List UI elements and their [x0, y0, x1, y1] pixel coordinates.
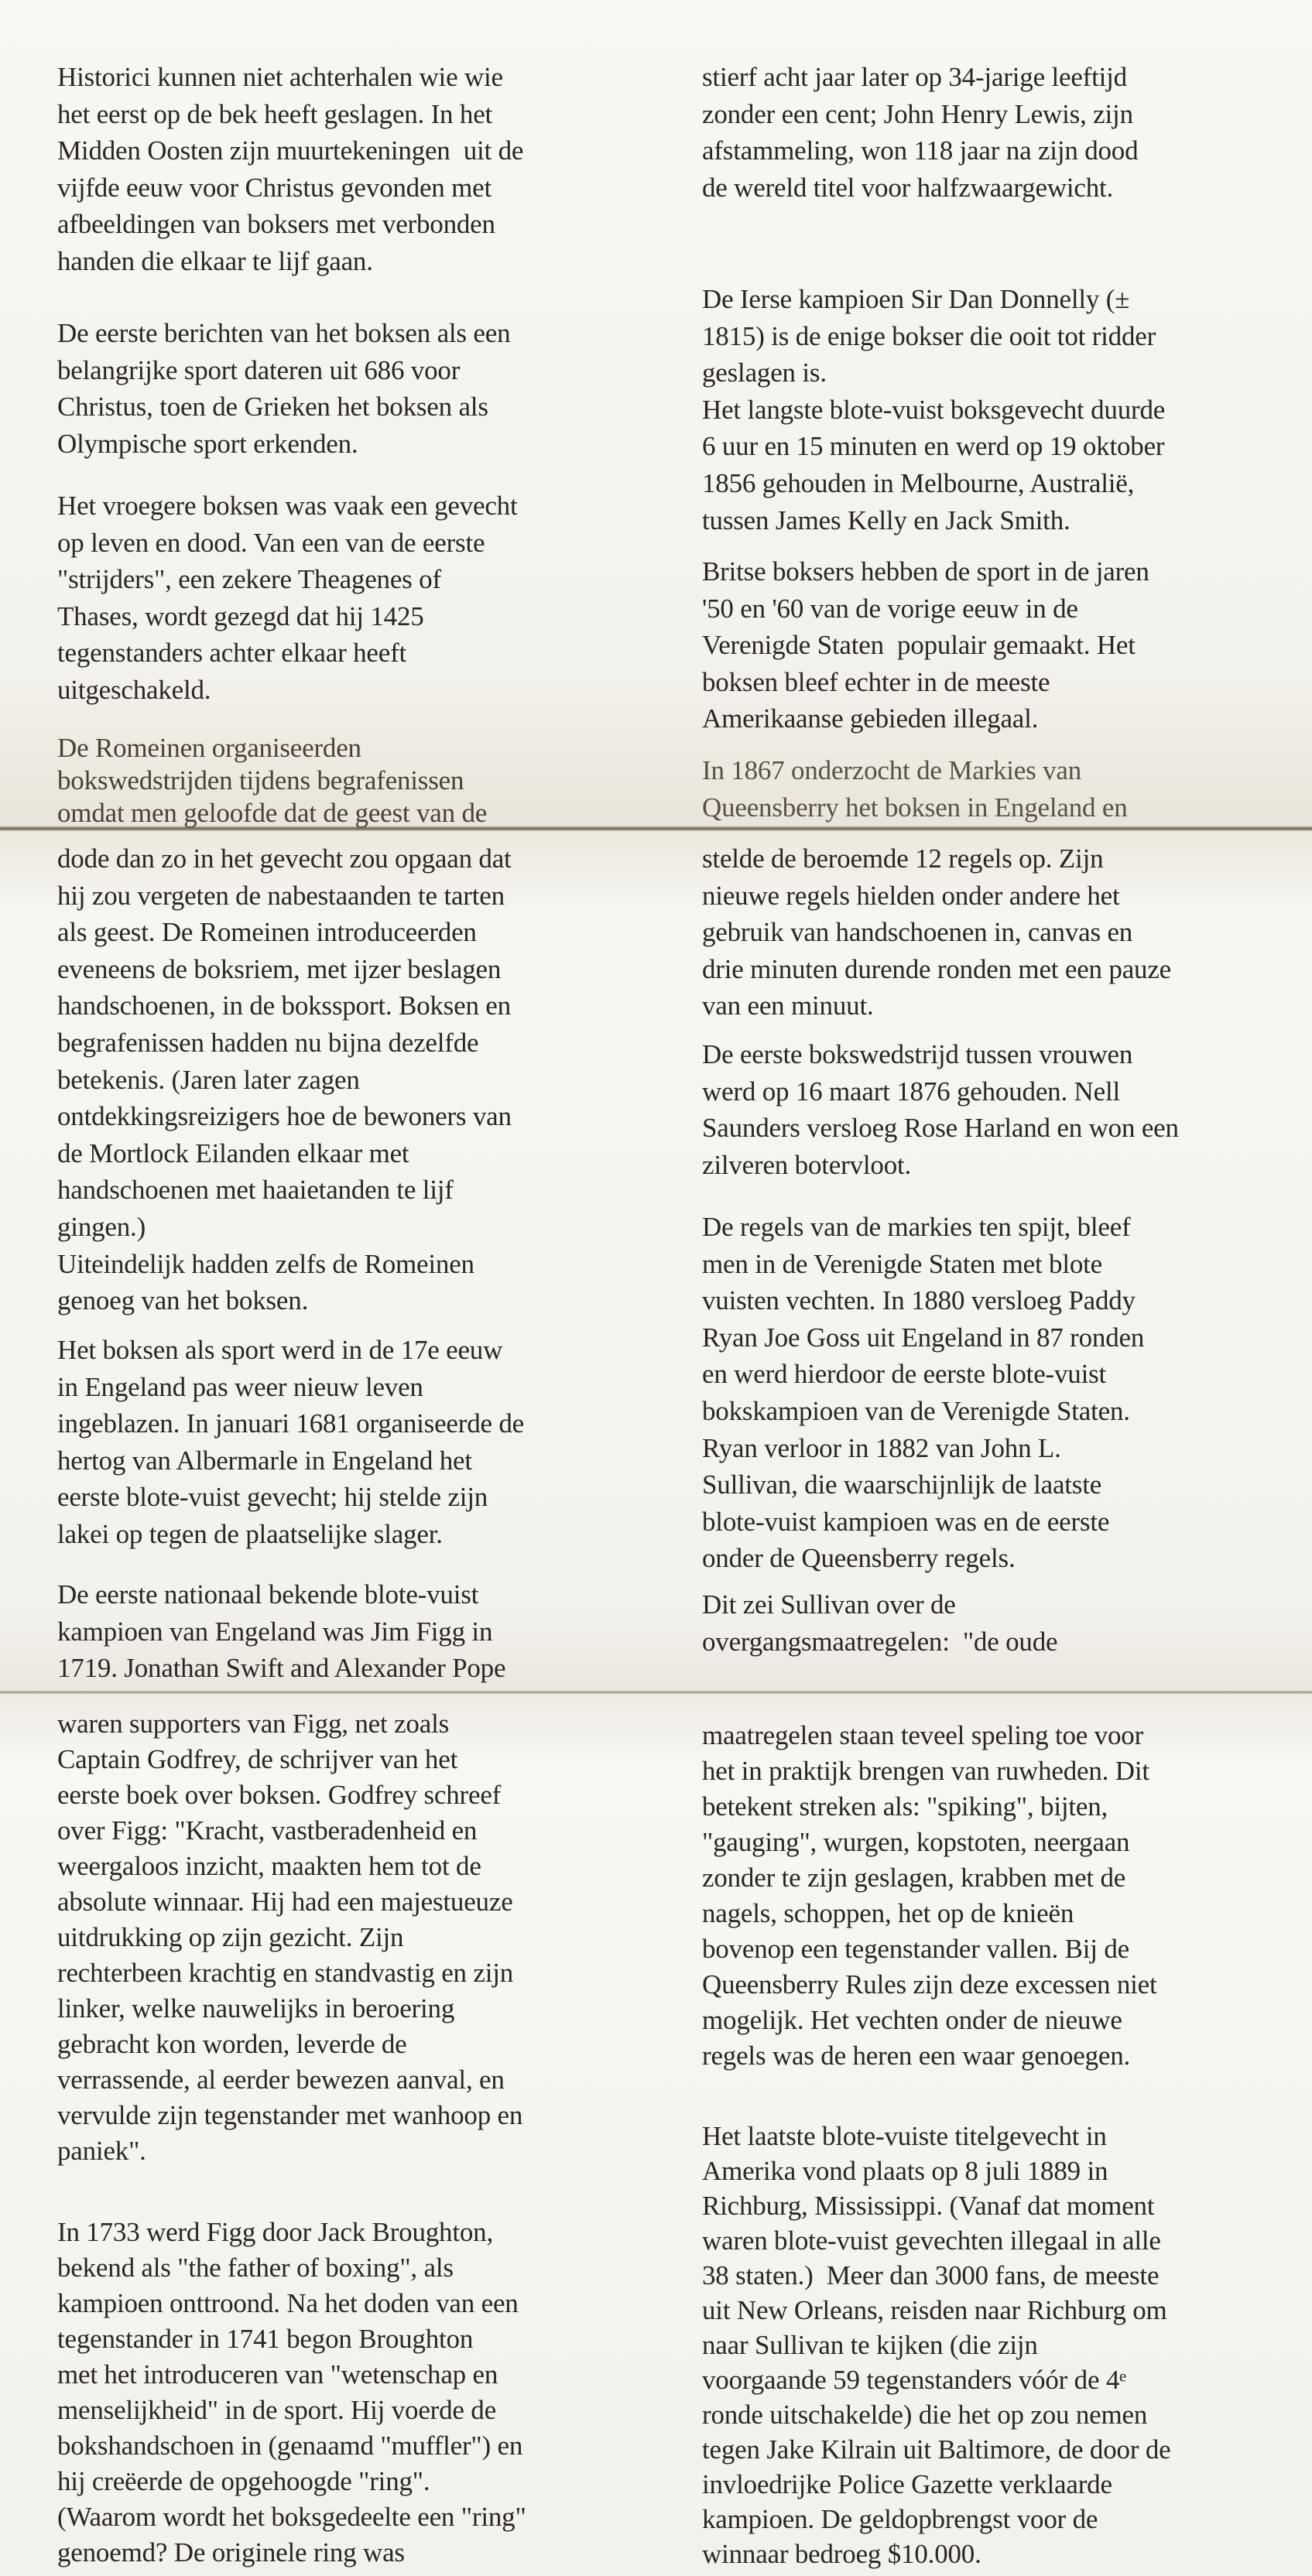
paragraph: waren supporters van Figg, net zoals Captain Godfrey, de schrijver van het eerste boek over boksen. Godfrey schreef over Figg: "Kracht, vastberadenheid en weergaloos inzicht, maakten hem tot de absolute winnaar. Hij had een majestueuze uitdrukking op zijn gezicht. Zijn rechterbeen krachtig en standvastig en zijn linker, welke nauwelijks in beroering gebracht kon worden, leverde de verrassende, al eerder bewezen aanval, en vervulde zijn tegenstander met wanhoop en paniek".: [57, 1709, 523, 2166]
paragraph: De Ierse kampioen Sir Dan Donnelly (± 1815) is de enige bokser die ooit tot ridder geslagen is. Het langste blote-vuist boksgevecht duurde 6 uur en 15 minuten en werd op 19 oktober 1856 gehouden in Melbourne, Australië, tussen James Kelly en Jack Smith.: [702, 284, 1166, 535]
paragraph: maatregelen staan teveel speling toe voor het in praktijk brengen van ruwheden. Dit betekent streken als: "spiking", bijten, "gauging", wurgen, kopstoten, neergaan zonder te zijn geslagen, krabben met de nagels, schoppen, het op de knieën bovenop een tegenstander vallen. Bij de Queensberry Rules zijn deze excessen niet mogelijk. Het vechten onder de nieuwe regels was de heren een waar genoegen.: [702, 1720, 1157, 2071]
paragraph: Britse boksers hebben de sport in de jaren '50 en '60 van de vorige eeuw in de Verenigde Staten populair gemaakt. Het boksen bleef echter in de meeste Amerikaanse gebieden illegaal.: [702, 556, 1149, 734]
paragraph: stierf acht jaar later op 34-jarige leeftijd zonder een cent; John Henry Lewis, zijn afstammeling, won 118 jaar na zijn dood de wereld titel voor halfzwaargewicht.: [702, 62, 1139, 203]
paragraph: De regels van de markies ten spijt, bleef men in de Verenigde Staten met blote vuisten vechten. In 1880 versloeg Paddy Ryan Joe Goss uit Engeland in 87 ronden en werd hierdoor de eerste blote-vuist bokskampioen van de Verenigde Staten. Ryan verloor in 1882 van John L. Sullivan, die waarschijnlijk de laatste blote-vuist kampioen was en de eerste onder de Queensberry regels.: [702, 1212, 1145, 1574]
paragraph: Historici kunnen niet achterhalen wie wie het eerst op de bek heeft geslagen. In het Midden Oosten zijn muurtekeningen uit de vijfde eeuw voor Christus gevonden met afbeeldingen van boksers met verbonden handen die elkaar te lijf gaan.: [57, 62, 524, 276]
paragraph: dode dan zo in het gevecht zou opgaan dat hij zou vergeten de nabestaanden te tarten als geest. De Romeinen introduceerden eveneens de boksriem, met ijzer beslagen handschoenen, in de bokssport. Boksen en begrafenissen hadden nu bijna dezelfde betekenis. (Jaren later zagen ontdekkingsreizigers hoe de bewoners van de Mortlock Eilanden elkaar met handschoenen met haaietanden te lijf gingen.) Uiteindelijk hadden zelfs de Romeinen genoeg van het boksen.: [57, 843, 512, 1316]
paper-fold-line: [0, 1691, 1312, 1694]
paragraph: De eerste nationaal bekende blote-vuist kampioen van Engeland was Jim Figg in 1719. Jonathan Swift and Alexander Pope: [57, 1579, 506, 1684]
paragraph: De eerste bokswedstrijd tussen vrouwen werd op 16 maart 1876 gehouden. Nell Saunders versloeg Rose Harland en won een zilveren botervloot.: [702, 1039, 1179, 1180]
paragraph: In 1733 werd Figg door Jack Broughton, bekend als "the father of boxing", als kampioen onttroond. Na het doden van een tegenstander in 1741 begon Broughton met het introduceren van "wetenschap en menselijkheid" in de sport. Hij voerde de bokshandschoen in (genaamd "muffler") en hij creëerde de opgehoogde "ring". (Waarom wordt het boksgedeelte een "ring" genoemd? De originele ring was: [57, 2217, 526, 2567]
paragraph: Het vroegere boksen was vaak een gevecht op leven en dood. Van een van de eerste "strijders", een zekere Theagenes of Thases, wordt gezegd dat hij 1425 tegenstanders achter elkaar heeft uitgeschakeld.: [57, 491, 518, 705]
paragraph: De eerste berichten van het boksen als een belangrijke sport dateren uit 686 voor Christus, toen de Grieken het boksen als Olympische sport erkenden.: [57, 318, 511, 459]
paragraph: Dit zei Sullivan over de overgangsmaatregelen: "de oude: [702, 1589, 1058, 1657]
paragraph: In 1867 onderzocht de Markies van Queensberry het boksen in Engeland en: [702, 755, 1128, 823]
paragraph: stelde de beroemde 12 regels op. Zijn nieuwe regels hielden onder andere het gebruik van handschoenen in, canvas en drie minuten durende ronden met een pauze van een minuut.: [702, 843, 1171, 1021]
paragraph: Het boksen als sport werd in de 17e eeuw in Engeland pas weer nieuw leven ingeblazen. In januari 1681 organiseerde de hertog van Albermarle in Engeland het eerste blote-vuist gevecht; hij stelde zijn lakei op tegen de plaatselijke slager.: [57, 1335, 525, 1549]
paragraph: De Romeinen organiseerden bokswedstrijden tijdens begrafenissen omdat men geloofde dat de geest van de: [57, 733, 488, 828]
paragraph: Het laatste blote-vuiste titelgevecht in Amerika vond plaats op 8 juli 1889 in Richburg, Mississippi. (Vanaf dat moment waren blote-vuist gevechten illegaal in alle 38 staten.) Meer dan 3000 fans, de meeste uit New Orleans, reisden naar Richburg om naar Sullivan te kijken (die zijn voorgaande 59 tegenstanders vóór de 4ᵉ ronde uitschakelde) die het op zou nemen tegen Jake Kilrain uit Baltimore, de door de invloedrijke Police Gazette verklaarde kampioen. De geldopbrengst voor de winnaar bedroeg $10.000.: [702, 2121, 1171, 2569]
